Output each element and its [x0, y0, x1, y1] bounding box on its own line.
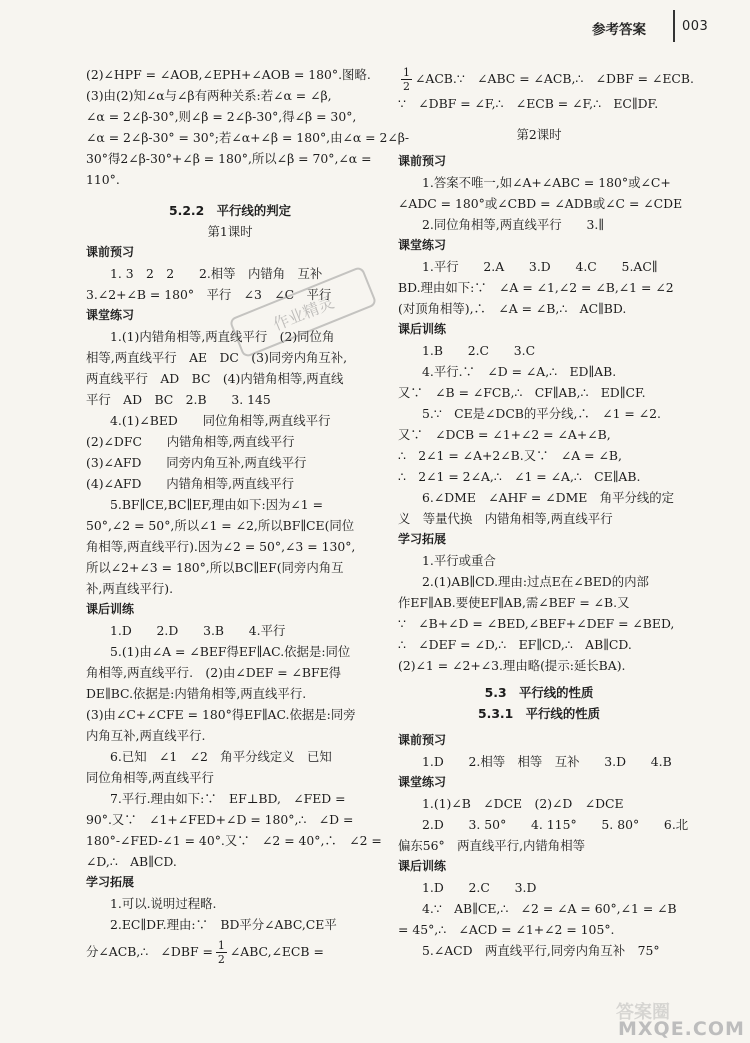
header-divider — [673, 10, 675, 42]
fraction — [401, 66, 412, 93]
text-line: 角相等,两直线平行. (2)由∠DEF = ∠BFE得 — [86, 665, 342, 680]
subsection-heading: 课后训练 — [398, 859, 447, 873]
text-line: (2)∠1 = ∠2+∠3.理由略(提示:延长BA). — [398, 658, 626, 673]
text-line: BD.理由如下:∵ ∠A = ∠1,∠2 = ∠B,∠1 = ∠2 — [398, 280, 674, 295]
lesson-title: 第1课时 — [207, 224, 253, 239]
text-line: (4)∠AFD 内错角相等,两直线平行 — [86, 476, 295, 491]
text-line: 又∵ ∠B = ∠FCB,∴ CF∥AB,∴ ED∥CF. — [398, 385, 646, 400]
text-line: 义 等量代换 内错角相等,两直线平行 — [398, 511, 613, 526]
text-line — [398, 66, 694, 93]
text-fragment: 分∠ACB,∴ ∠DBF = — [86, 944, 213, 959]
text-line: 又∵ ∠DCB = ∠1+∠2 = ∠A+∠B, — [398, 427, 611, 442]
text-line: 5.BF∥CE,BC∥EF,理由如下:因为∠1 = — [110, 497, 324, 512]
text-line: 1.答案不唯一,如∠A+∠ABC = 180°或∠C+ — [422, 175, 671, 190]
text-line: 1.(1)∠B ∠DCE (2)∠D ∠DCE — [422, 796, 624, 811]
text-line: 50°,∠2 = 50°,所以∠1 = ∠2,所以BF∥CE(同位 — [86, 518, 355, 533]
text-line: 5.∵ CE是∠DCB的平分线,∴ ∠1 = ∠2. — [422, 406, 661, 421]
watermark-text: MXQE.COM — [618, 1018, 745, 1040]
subsection-heading: 课前预习 — [398, 154, 447, 168]
text-line: 1.可以.说明过程略. — [110, 896, 217, 911]
text-line: 6.已知 ∠1 ∠2 角平分线定义 已知 — [110, 749, 332, 764]
left-column — [86, 64, 410, 966]
text-line: 7.平行.理由如下:∵ EF⊥BD, ∠FED = — [110, 791, 346, 806]
text-line: ∵ ∠B+∠D = ∠BED,∠BEF+∠DEF = ∠BED, — [398, 616, 675, 631]
text-line: ∠α = 2∠β-30°,则∠β = 2∠β-30°,得∠β = 30°, — [86, 109, 357, 124]
text-line: 110°. — [86, 172, 120, 187]
text-line: ∠α = 2∠β-30° = 30°;若∠α+∠β = 180°,由∠α = 2∠β- — [86, 130, 410, 145]
section-title: 5.2.2 平行线的判定 — [168, 203, 291, 218]
fraction — [216, 939, 227, 966]
header-title: 参考答案 — [592, 22, 646, 38]
text-line: ∴ 2∠1 = 2∠A,∴ ∠1 = ∠A,∴ CE∥AB. — [398, 469, 641, 484]
page-number: 003 — [682, 19, 709, 34]
text-line: 90°.又∵ ∠1+∠FED+∠D = 180°,∴ ∠D = — [86, 812, 354, 827]
text-line: 作EF∥AB.要使EF∥AB,需∠BEF = ∠B.又 — [398, 595, 630, 610]
text-line: 1.D 2.相等 相等 互补 3.D 4.B — [422, 754, 672, 769]
text-line: 1.(1)内错角相等,两直线平行 (2)同位角 — [110, 329, 335, 344]
text-line: 同位角相等,两直线平行 — [86, 770, 214, 785]
text-line: 5.∠ACD 两直线平行,同旁内角互补 75° — [422, 943, 660, 958]
text-line: 偏东56° 两直线平行,内错角相等 — [398, 838, 585, 853]
text-line: 2.(1)AB∥CD.理由:过点E在∠BED的内部 — [422, 574, 649, 589]
text-line: 4.平行.∵ ∠D = ∠A,∴ ED∥AB. — [422, 364, 617, 379]
text-line: 1.D 2.D 3.B 4.平行 — [110, 623, 286, 638]
text-line — [86, 939, 374, 966]
stamp-text: 作业精灵 — [270, 292, 337, 335]
subsection-heading: 课堂练习 — [86, 308, 135, 322]
text-fragment: ∠ACB.∵ ∠ABC = ∠ACB,∴ ∠DBF = ∠ECB. — [415, 71, 694, 86]
text-line: (3)∠AFD 同旁内角互补,两直线平行 — [86, 455, 307, 470]
fraction-numerator: 1 — [217, 939, 225, 952]
text-line: 180°-∠FED-∠1 = 40°.又∵ ∠2 = 40°,∴ ∠2 = — [86, 833, 382, 848]
right-column — [398, 64, 694, 961]
text-line: ∴ ∠DEF = ∠D,∴ EF∥CD,∴ AB∥CD. — [398, 637, 632, 652]
text-line: 角相等,两直线平行).因为∠2 = 50°,∠3 = 130°, — [86, 539, 356, 554]
text-line: 2.D 3. 50° 4. 115° 5. 80° 6.北 — [422, 817, 689, 832]
text-line: ∵ ∠DBF = ∠F,∴ ∠ECB = ∠F,∴ EC∥DF. — [398, 96, 659, 111]
text-line: 内角互补,两直线平行. — [86, 728, 206, 743]
text-fragment: ∠ABC,∠ECB = — [229, 944, 324, 959]
text-line: ∴ 2∠1 = ∠A+2∠B.又∵ ∠A = ∠B, — [398, 448, 622, 463]
subsection-heading: 课堂练习 — [398, 238, 447, 252]
text-line: 1.B 2.C 3.C — [422, 343, 536, 358]
fraction-denominator: 2 — [403, 80, 410, 93]
text-line: 相等,两直线平行 AE DC (3)同旁内角互补, — [86, 350, 348, 365]
text-line: 4.∵ AB∥CE,∴ ∠2 = ∠A = 60°,∠1 = ∠B — [422, 901, 677, 916]
subsection-heading: 学习拓展 — [86, 875, 135, 889]
text-line: 所以∠2+∠3 = 180°,所以BC∥EF(同旁内角互 — [86, 560, 344, 575]
text-line: 1.D 2.C 3.D — [422, 880, 537, 895]
text-line: (3)由(2)知∠α与∠β有两种关系:若∠α = ∠β, — [86, 88, 332, 103]
text-line: 1.平行或重合 — [422, 553, 496, 568]
text-line: 2.EC∥DF.理由:∵ BD平分∠ABC,CE平 — [110, 917, 337, 932]
text-line: 补,两直线平行). — [86, 581, 174, 596]
text-line: 30°得2∠β-30°+∠β = 180°,所以∠β = 70°,∠α = — [86, 151, 372, 166]
text-line: (对顶角相等),∴ ∠A = ∠B,∴ AC∥BD. — [398, 301, 627, 316]
text-line: 6.∠DME ∠AHF = ∠DME 角平分线的定 — [422, 490, 675, 505]
text-line: ∠ADC = 180°或∠CBD = ∠ADB或∠C = ∠CDE — [398, 196, 683, 211]
text-line: 2.同位角相等,两直线平行 3.∥ — [422, 217, 604, 232]
text-line: 两直线平行 AD BC (4)内错角相等,两直线 — [86, 371, 344, 386]
lesson-title: 第2课时 — [516, 127, 562, 142]
text-line: 4.(1)∠BED 同位角相等,两直线平行 — [110, 413, 331, 428]
text-line: 3.∠2+∠B = 180° 平行 ∠3 ∠C 平行 — [86, 287, 332, 302]
subsection-heading: 课后训练 — [398, 322, 447, 336]
text-line: 5.(1)由∠A = ∠BEF得EF∥AC.依据是:同位 — [110, 644, 351, 659]
subsection-heading: 课前预习 — [86, 245, 135, 259]
subsection-heading: 学习拓展 — [398, 532, 447, 546]
text-line: (2)∠HPF = ∠AOB,∠EPH+∠AOB = 180°.图略. — [86, 67, 371, 82]
subsection-heading: 课堂练习 — [398, 775, 447, 789]
page-header — [0, 0, 750, 52]
fraction-numerator: 1 — [403, 66, 410, 79]
text-line: (2)∠DFC 内错角相等,两直线平行 — [86, 434, 295, 449]
text-line: (3)由∠C+∠CFE = 180°得EF∥AC.依据是:同旁 — [86, 707, 356, 722]
text-line: 1.平行 2.A 3.D 4.C 5.AC∥ — [422, 259, 658, 274]
text-line: DE∥BC.依据是:内错角相等,两直线平行. — [86, 686, 307, 701]
text-line: ∠D,∴ AB∥CD. — [86, 854, 177, 869]
fraction-denominator: 2 — [217, 953, 225, 966]
section-title: 5.3.1 平行线的性质 — [477, 706, 600, 721]
text-line: = 45°,∴ ∠ACD = ∠1+∠2 = 105°. — [398, 922, 615, 937]
text-line: 平行 AD BC 2.B 3. 145 — [86, 392, 271, 407]
subsection-heading: 课后训练 — [86, 602, 135, 616]
subsection-heading: 课前预习 — [398, 733, 447, 747]
text-line: 1. 3 2 2 2.相等 内错角 互补 — [110, 266, 323, 281]
section-title: 5.3 平行线的性质 — [484, 685, 594, 700]
watermark-logo-text: 答案圈 — [616, 1002, 670, 1023]
